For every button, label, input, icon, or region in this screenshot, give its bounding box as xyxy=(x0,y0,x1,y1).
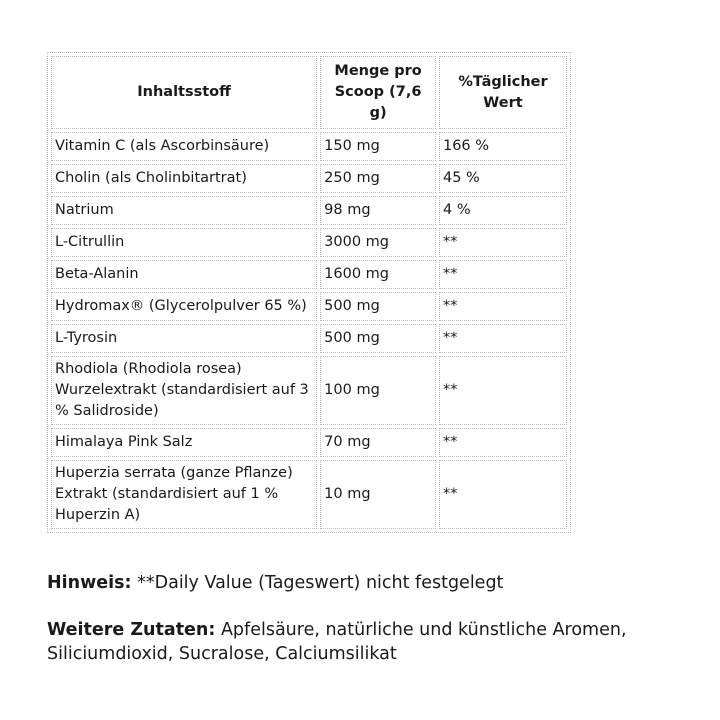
ingredient-cell: Huperzia serrata (ganze Pflanze) Extrakt (standardisiert auf 1 % Huperzin A) xyxy=(51,460,317,529)
nutrition-table xyxy=(47,52,571,533)
ingredient-cell: Hydromax® (Glycerolpulver 65 %) xyxy=(51,292,317,321)
header-amount-per-scoop: Menge pro Scoop (7,6 g) xyxy=(320,56,436,129)
ingredient-cell: Beta-Alanin xyxy=(51,260,317,289)
ingredient-cell: Rhodiola (Rhodiola rosea) Wurzelextrakt (standardisiert auf 3 % Salidroside) xyxy=(51,356,317,425)
table-row xyxy=(51,228,567,257)
note-hinweis-label: Hinweis: xyxy=(47,573,132,593)
amount-cell: 500 mg xyxy=(320,292,436,321)
table-row xyxy=(51,428,567,457)
note-zutaten-text: Apfelsäure, natürliche und künstliche Aromen, Siliciumdioxid, Sucralose, Calciumsilikat xyxy=(47,620,627,664)
daily-value-cell: 45 % xyxy=(439,164,567,193)
daily-value-cell: ** xyxy=(439,260,567,289)
amount-cell: 250 mg xyxy=(320,164,436,193)
header-ingredient: Inhaltsstoff xyxy=(51,56,317,129)
amount-cell: 98 mg xyxy=(320,196,436,225)
amount-cell: 500 mg xyxy=(320,324,436,353)
daily-value-cell: 4 % xyxy=(439,196,567,225)
daily-value-cell: ** xyxy=(439,324,567,353)
amount-cell: 70 mg xyxy=(320,428,436,457)
table-row xyxy=(51,196,567,225)
amount-cell: 1600 mg xyxy=(320,260,436,289)
table-row xyxy=(51,460,567,529)
amount-cell: 150 mg xyxy=(320,132,436,161)
table-row xyxy=(51,260,567,289)
daily-value-cell: ** xyxy=(439,460,567,529)
table-row xyxy=(51,324,567,353)
daily-value-cell: ** xyxy=(439,292,567,321)
ingredient-cell: Natrium xyxy=(51,196,317,225)
table-header-row xyxy=(51,56,567,129)
note-other-ingredients xyxy=(47,618,707,666)
ingredient-cell: Cholin (als Cholinbitartrat) xyxy=(51,164,317,193)
note-hinweis-text: **Daily Value (Tageswert) nicht festgelegt xyxy=(131,573,504,593)
amount-cell: 100 mg xyxy=(320,356,436,425)
daily-value-cell: 166 % xyxy=(439,132,567,161)
ingredient-cell: L-Citrullin xyxy=(51,228,317,257)
ingredient-cell: Vitamin C (als Ascorbinsäure) xyxy=(51,132,317,161)
table-row xyxy=(51,292,567,321)
daily-value-cell: ** xyxy=(439,228,567,257)
daily-value-cell: ** xyxy=(439,428,567,457)
table-row xyxy=(51,356,567,425)
note-zutaten-label: Weitere Zutaten: xyxy=(47,620,216,640)
ingredient-cell: L-Tyrosin xyxy=(51,324,317,353)
amount-cell: 10 mg xyxy=(320,460,436,529)
amount-cell: 3000 mg xyxy=(320,228,436,257)
table-row xyxy=(51,164,567,193)
ingredient-cell: Himalaya Pink Salz xyxy=(51,428,317,457)
header-daily-value: %Täglicher Wert xyxy=(439,56,567,129)
daily-value-cell: ** xyxy=(439,356,567,425)
note-daily-value xyxy=(47,571,503,595)
table-row xyxy=(51,132,567,161)
